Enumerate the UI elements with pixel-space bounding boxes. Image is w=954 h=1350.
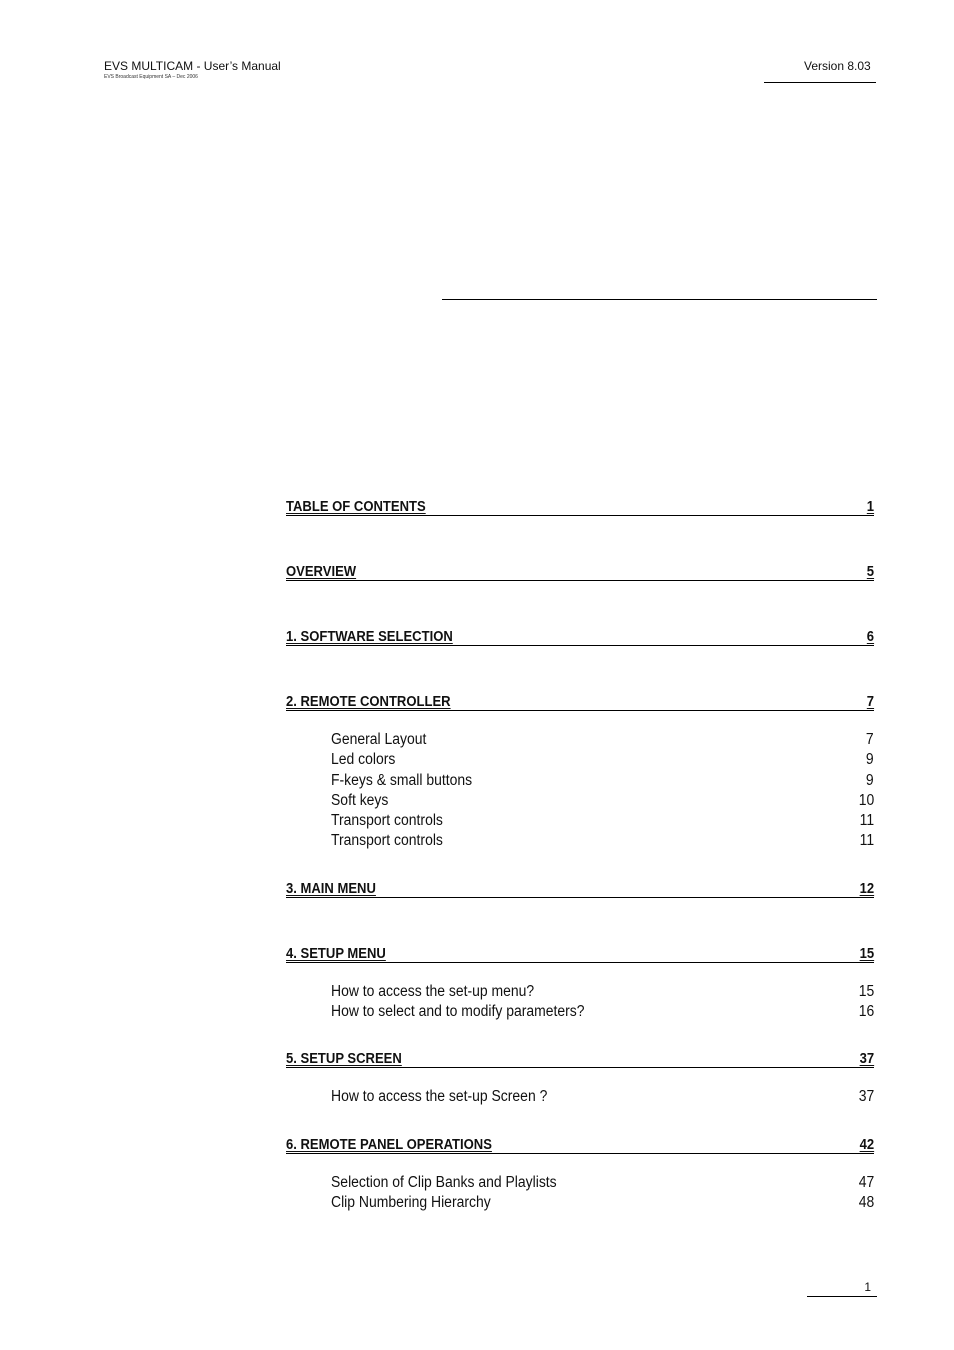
toc-entry-label: Soft keys xyxy=(331,791,389,809)
toc-section-remote-controller[interactable] xyxy=(286,693,874,852)
toc-heading-page: 12 xyxy=(859,881,874,897)
toc-heading-title: TABLE OF CONTENTS xyxy=(286,499,426,515)
toc-entry[interactable] xyxy=(331,831,874,851)
toc-section-overview[interactable] xyxy=(286,563,874,581)
toc-heading-page: 1 xyxy=(866,499,874,515)
toc-entry-page: 10 xyxy=(858,791,874,809)
version-block xyxy=(764,59,876,83)
toc-entry-page: 48 xyxy=(858,1194,874,1212)
toc-heading-page: 5 xyxy=(866,564,874,580)
version-label: Version 8.03 xyxy=(804,59,871,73)
toc-entry[interactable] xyxy=(331,1193,874,1213)
toc-heading[interactable] xyxy=(286,563,874,581)
toc-entry[interactable] xyxy=(331,1087,874,1107)
toc-entry-page: 16 xyxy=(858,1003,874,1021)
toc-section-main-menu[interactable] xyxy=(286,880,874,898)
toc-section-setup-screen[interactable] xyxy=(286,1050,874,1107)
page-header xyxy=(104,59,281,81)
toc-entry[interactable] xyxy=(331,730,874,750)
document-subtitle: EVS Broadcast Equipment SA – Dec 2006 xyxy=(104,74,198,80)
toc-entry-label: F-keys & small buttons xyxy=(331,771,473,789)
toc-heading[interactable] xyxy=(286,693,874,711)
toc-entry[interactable] xyxy=(331,771,874,791)
page-footer xyxy=(807,1280,877,1297)
toc-entry[interactable] xyxy=(331,811,874,831)
document-title: EVS MULTICAM - User’s Manual xyxy=(104,59,281,73)
toc-heading-title: 5. SETUP SCREEN xyxy=(286,1051,402,1067)
toc-entry-page: 11 xyxy=(859,812,874,830)
toc-entry[interactable] xyxy=(331,750,874,770)
toc-entry-page: 37 xyxy=(858,1088,874,1105)
toc-heading-page: 42 xyxy=(859,1137,874,1153)
toc-entry-label: How to access the set-up Screen ? xyxy=(331,1088,548,1105)
toc-heading[interactable] xyxy=(286,628,874,646)
toc-entry[interactable] xyxy=(331,1002,874,1022)
toc-section-remote-panel-operations[interactable] xyxy=(286,1136,874,1214)
title-rule xyxy=(442,299,877,300)
toc-heading-title: OVERVIEW xyxy=(286,564,357,580)
toc-heading-page: 15 xyxy=(859,946,874,962)
toc-entry-label: Transport controls xyxy=(331,832,443,850)
toc-entry-label: Transport controls xyxy=(331,812,443,830)
toc-heading-title: 4. SETUP MENU xyxy=(286,946,386,962)
toc-subsection-list xyxy=(331,982,874,1023)
toc-entry-page: 47 xyxy=(858,1174,874,1191)
toc-heading[interactable] xyxy=(286,945,874,963)
toc-entry[interactable] xyxy=(331,982,874,1002)
toc-entry-page: 9 xyxy=(866,751,874,769)
toc-heading[interactable] xyxy=(286,498,874,516)
toc-entry-page: 9 xyxy=(866,771,874,789)
toc-subsection-list xyxy=(331,1087,874,1107)
toc-entry-page: 15 xyxy=(858,983,874,1000)
toc-entry-label: How to access the set-up menu? xyxy=(331,983,535,1000)
toc-entry-page: 11 xyxy=(859,832,874,850)
toc-heading-page: 6 xyxy=(866,629,874,645)
toc-entry-label: How to select and to modify parameters? xyxy=(331,1003,585,1021)
toc-entry-label: Selection of Clip Banks and Playlists xyxy=(331,1174,557,1191)
toc-section-setup-menu[interactable] xyxy=(286,945,874,1023)
toc-entry[interactable] xyxy=(331,1173,874,1193)
toc-subsection-list xyxy=(331,1173,874,1214)
toc-heading[interactable] xyxy=(286,1136,874,1154)
toc-heading-title: 2. REMOTE CONTROLLER xyxy=(286,694,451,710)
toc-heading[interactable] xyxy=(286,1050,874,1068)
toc-entry[interactable] xyxy=(331,791,874,811)
toc-subsection-list xyxy=(331,730,874,852)
toc-entry-label: General Layout xyxy=(331,731,427,748)
toc-heading[interactable] xyxy=(286,880,874,898)
toc-section-table-of-contents[interactable] xyxy=(286,498,874,516)
toc-entry-label: Clip Numbering Hierarchy xyxy=(331,1194,491,1212)
toc-heading-title: 1. SOFTWARE SELECTION xyxy=(286,629,453,645)
toc-heading-page: 37 xyxy=(859,1051,874,1067)
page-number: 1 xyxy=(864,1280,871,1294)
toc-heading-title: 3. MAIN MENU xyxy=(286,881,376,897)
toc-heading-title: 6. REMOTE PANEL OPERATIONS xyxy=(286,1137,492,1153)
toc-heading-page: 7 xyxy=(866,694,874,710)
toc-section-software-selection[interactable] xyxy=(286,628,874,646)
toc-entry-page: 7 xyxy=(866,731,874,748)
toc-entry-label: Led colors xyxy=(331,751,396,769)
